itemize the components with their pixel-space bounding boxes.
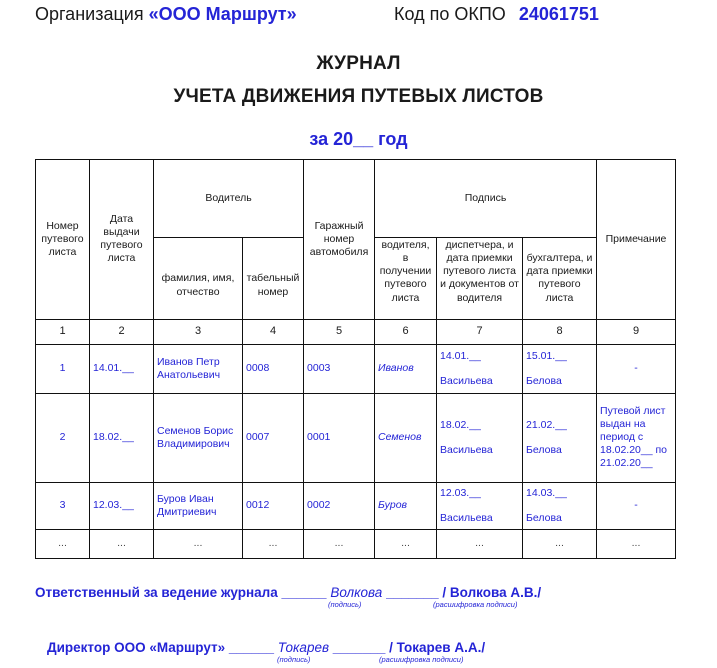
row-sign-dispatcher [437, 393, 523, 482]
signature-blank: _______ [386, 585, 439, 600]
row-sign-driver: Семенов [375, 393, 437, 482]
col-number: 6 [375, 319, 437, 344]
signature-blank: _______ [332, 640, 386, 655]
header-note: Примечание [597, 160, 676, 320]
row-sign-driver: Иванов [375, 344, 437, 393]
col-number: 7 [437, 319, 523, 344]
row-date: 14.01.__ [90, 344, 154, 393]
row-sign-accountant [523, 482, 597, 529]
dispatcher-signature: Васильева [440, 443, 493, 456]
accountant-signature: Белова [526, 443, 562, 456]
row-date: 18.02.__ [90, 393, 154, 482]
row-sign-dispatcher [437, 482, 523, 529]
okpo-value: 24061751 [518, 4, 599, 24]
row-sign-driver: Буров [375, 482, 437, 529]
row-number: 1 [36, 344, 90, 393]
row-note: Путевой лист выдан на период с 18.02.20__ по 21.02.20__ [597, 393, 676, 482]
row-driver-name: Семенов Борис Владимирович [154, 393, 243, 482]
row-garage: 0001 [304, 393, 375, 482]
dispatcher-date: 12.03.__ [440, 486, 481, 499]
okpo-field [394, 4, 599, 25]
header-driver-tab: табельный номер [243, 238, 304, 320]
header-driver-name: фамилия, имя, отчество [154, 238, 243, 320]
signature-blank: ______ [281, 585, 327, 600]
header-sign-dispatcher: диспетчера, и дата приемки путевого листа и документов от водителя [437, 238, 523, 320]
director-sub-decoded: (расшифровка подписи) [379, 655, 464, 664]
row-sign-dispatcher [437, 344, 523, 393]
header-number: Номер путевого листа [36, 160, 90, 320]
director-decoded: / Токарев А.А./ [389, 640, 486, 655]
ellipsis-cell: ... [154, 529, 243, 558]
row-garage: 0003 [304, 344, 375, 393]
accountant-signature: Белова [526, 511, 562, 524]
document-subtitle: УЧЕТА ДВИЖЕНИЯ ПУТЕВЫХ ЛИСТОВ [173, 86, 544, 107]
document-title: ЖУРНАЛ [316, 53, 401, 74]
row-sign-accountant [523, 393, 597, 482]
col-number: 8 [523, 319, 597, 344]
accountant-signature: Белова [526, 374, 562, 387]
col-number: 4 [243, 319, 304, 344]
director-label: Директор ООО «Маршрут» [47, 640, 226, 655]
ellipsis-cell: ... [304, 529, 375, 558]
ellipsis-cell: ... [36, 529, 90, 558]
col-number: 9 [597, 319, 676, 344]
responsible-label: Ответственный за ведение журнала [35, 585, 278, 600]
director-sub-sign: (подпись) [277, 655, 311, 664]
col-number: 3 [154, 319, 243, 344]
dispatcher-signature: Васильева [440, 511, 493, 524]
column-numbers-row [36, 319, 676, 344]
dispatcher-date: 18.02.__ [440, 418, 481, 431]
header-driver: Водитель [154, 160, 304, 238]
row-number: 3 [36, 482, 90, 529]
row-driver-tab: 0012 [243, 482, 304, 529]
signature-blank: ______ [228, 640, 274, 655]
row-date: 12.03.__ [90, 482, 154, 529]
responsible-sub-decoded: (расшифровка подписи) [433, 600, 518, 609]
col-number: 2 [90, 319, 154, 344]
responsible-signature-line [35, 585, 541, 600]
table-row [36, 393, 676, 482]
responsible-decoded: / Волкова А.В./ [442, 585, 542, 600]
director-signature-line [47, 640, 485, 655]
accountant-date: 21.02.__ [526, 418, 567, 431]
header-sign: Подпись [375, 160, 597, 238]
row-sign-accountant [523, 344, 597, 393]
ellipsis-cell: ... [243, 529, 304, 558]
director-signature: Токарев [277, 640, 330, 655]
ellipsis-cell: ... [437, 529, 523, 558]
dispatcher-signature: Васильева [440, 374, 493, 387]
row-number: 2 [36, 393, 90, 482]
row-note: - [597, 482, 676, 529]
table-row [36, 344, 676, 393]
okpo-label: Код по ОКПО [394, 4, 506, 24]
journal-table [35, 159, 676, 559]
accountant-date: 14.03.__ [526, 486, 567, 499]
ellipsis-cell: ... [597, 529, 676, 558]
header-garage: Гаражный номер автомобиля [304, 160, 375, 320]
document-year: за 20__ год [309, 129, 408, 149]
row-driver-name: Буров Иван Дмитриевич [154, 482, 243, 529]
header-sign-driver: водителя, в получении путевого листа [375, 238, 437, 320]
header-sign-accountant: бухгалтера, и дата приемки путевого листа [523, 238, 597, 320]
header-date: Дата выдачи путевого листа [90, 160, 154, 320]
organization-label: Организация [35, 4, 144, 24]
organization-value: «ООО Маршрут» [148, 4, 297, 24]
ellipsis-row [36, 529, 676, 558]
col-number: 1 [36, 319, 90, 344]
row-driver-name: Иванов Петр Анатольевич [154, 344, 243, 393]
dispatcher-date: 14.01.__ [440, 349, 481, 362]
responsible-sub-sign: (подпись) [328, 600, 362, 609]
responsible-signature: Волкова [330, 585, 383, 600]
accountant-date: 15.01.__ [526, 349, 567, 362]
table-row [36, 482, 676, 529]
ellipsis-cell: ... [523, 529, 597, 558]
ellipsis-cell: ... [90, 529, 154, 558]
row-driver-tab: 0008 [243, 344, 304, 393]
row-driver-tab: 0007 [243, 393, 304, 482]
col-number: 5 [304, 319, 375, 344]
ellipsis-cell: ... [375, 529, 437, 558]
row-note: - [597, 344, 676, 393]
row-garage: 0002 [304, 482, 375, 529]
organization-field [35, 4, 297, 25]
